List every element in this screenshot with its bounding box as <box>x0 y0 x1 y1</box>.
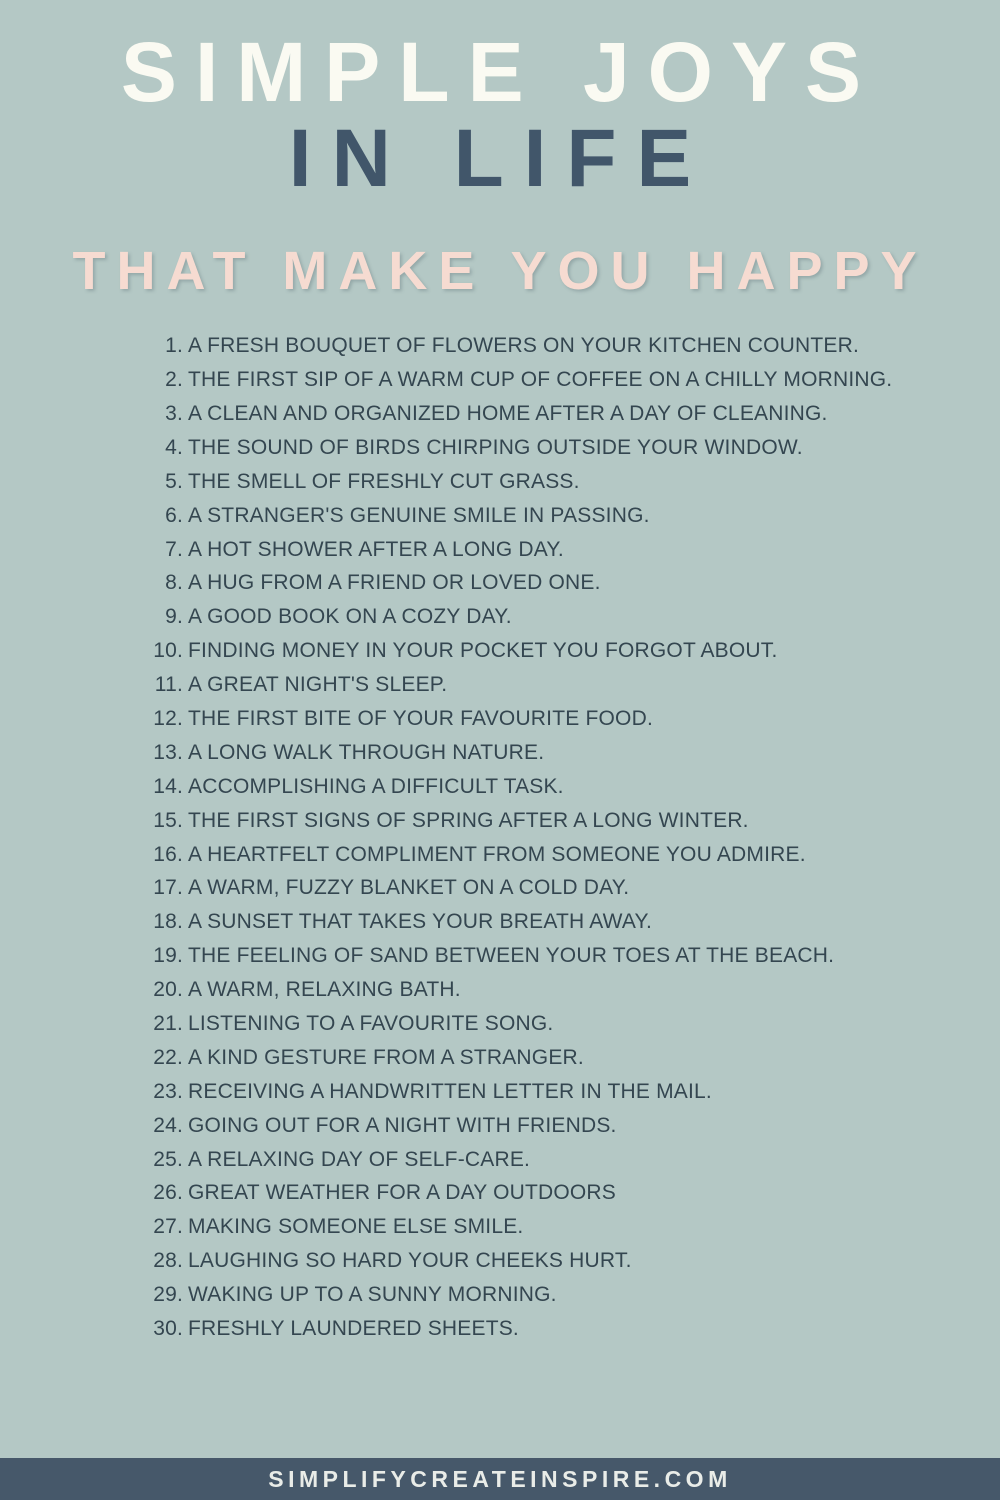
list-item <box>101 436 899 470</box>
list-item <box>101 1181 899 1215</box>
footer-website-text: SIMPLIFYCREATEINSPIRE.COM <box>268 1465 732 1492</box>
subtitle: THAT MAKE YOU HAPPY <box>72 241 928 302</box>
item-text: A GOOD BOOK ON A COZY DAY. <box>188 605 512 629</box>
item-number: 29. <box>153 1283 183 1307</box>
list-item <box>101 707 899 741</box>
item-number: 8. <box>165 571 183 595</box>
list-item <box>101 605 899 639</box>
item-text: FRESHLY LAUNDERED SHEETS. <box>188 1317 519 1341</box>
list-item <box>101 876 899 910</box>
list-item <box>101 1114 899 1148</box>
item-number: 24. <box>153 1113 183 1137</box>
list-item <box>101 1046 899 1080</box>
list-item <box>101 470 899 504</box>
item-text: A WARM, FUZZY BLANKET ON A COLD DAY. <box>188 876 630 900</box>
item-number: 28. <box>153 1249 183 1273</box>
list-item <box>101 1080 899 1114</box>
item-text: A SUNSET THAT TAKES YOUR BREATH AWAY. <box>188 910 653 934</box>
title-line-1: SIMPLE JOYS <box>120 25 880 119</box>
list-item <box>101 809 899 843</box>
item-number: 20. <box>153 978 183 1002</box>
item-number: 15. <box>153 808 183 832</box>
item-number: 30. <box>153 1317 183 1341</box>
item-number: 23. <box>153 1079 183 1103</box>
list-item <box>101 673 899 707</box>
item-number: 18. <box>153 910 183 934</box>
item-text: THE SMELL OF FRESHLY CUT GRASS. <box>188 469 580 493</box>
list-item <box>101 402 899 436</box>
list-item <box>101 978 899 1012</box>
item-number: 17. <box>153 876 183 900</box>
item-text: A LONG WALK THROUGH NATURE. <box>188 740 545 764</box>
item-text: GREAT WEATHER FOR A DAY OUTDOORS <box>188 1181 617 1205</box>
title-line-2: IN LIFE <box>288 113 712 205</box>
item-number: 7. <box>165 537 183 561</box>
item-text: LAUGHING SO HARD YOUR CHEEKS HURT. <box>188 1249 632 1273</box>
list-item <box>101 843 899 877</box>
item-number: 13. <box>153 740 183 764</box>
item-number: 3. <box>165 401 183 425</box>
item-number: 25. <box>153 1147 183 1171</box>
joys-list <box>0 334 899 1351</box>
item-number: 10. <box>153 639 183 663</box>
item-number: 6. <box>165 503 183 527</box>
item-text: THE FIRST SIP OF A WARM CUP OF COFFEE ON A CHILLY MORNING. <box>188 368 893 392</box>
item-number: 12. <box>153 706 183 730</box>
item-text: A FRESH BOUQUET OF FLOWERS ON YOUR KITCHEN COUNTER. <box>188 334 859 358</box>
item-text: A GREAT NIGHT'S SLEEP. <box>188 673 448 697</box>
item-text: A HEARTFELT COMPLIMENT FROM SOMEONE YOU ADMIRE. <box>188 842 806 866</box>
list-item <box>101 368 899 402</box>
list-item <box>101 1249 899 1283</box>
list-item <box>101 910 899 944</box>
item-text: THE FIRST BITE OF YOUR FAVOURITE FOOD. <box>188 706 653 730</box>
footer-bar <box>0 1458 1000 1500</box>
item-text: THE FIRST SIGNS OF SPRING AFTER A LONG WINTER. <box>188 808 749 832</box>
list-item <box>101 1012 899 1046</box>
item-text: A KIND GESTURE FROM A STRANGER. <box>188 1045 584 1069</box>
list-item <box>101 944 899 978</box>
header <box>0 0 1000 302</box>
item-text: A RELAXING DAY OF SELF-CARE. <box>188 1147 531 1171</box>
item-text: A CLEAN AND ORGANIZED HOME AFTER A DAY OF CLEANING. <box>188 401 828 425</box>
list-item <box>101 639 899 673</box>
item-number: 27. <box>153 1215 183 1239</box>
list-item <box>101 571 899 605</box>
list-item <box>101 741 899 775</box>
list-item <box>101 1283 899 1317</box>
item-number: 16. <box>153 842 183 866</box>
item-number: 5. <box>165 469 183 493</box>
item-number: 22. <box>153 1045 183 1069</box>
list-item <box>101 538 899 572</box>
item-number: 4. <box>165 435 183 459</box>
item-text: FINDING MONEY IN YOUR POCKET YOU FORGOT ABOUT. <box>188 639 778 663</box>
list-item <box>101 1215 899 1249</box>
item-text: WAKING UP TO A SUNNY MORNING. <box>188 1283 557 1307</box>
item-number: 11. <box>154 673 183 697</box>
item-text: THE FEELING OF SAND BETWEEN YOUR TOES AT THE BEACH. <box>188 944 835 968</box>
list-item <box>101 504 899 538</box>
list-item <box>101 1148 899 1182</box>
item-number: 2. <box>165 368 183 392</box>
list-item <box>101 1317 899 1351</box>
item-number: 1. <box>165 334 183 358</box>
item-text: ACCOMPLISHING A DIFFICULT TASK. <box>188 774 564 798</box>
item-text: LISTENING TO A FAVOURITE SONG. <box>188 1012 554 1035</box>
item-text: A HUG FROM A FRIEND OR LOVED ONE. <box>188 571 601 595</box>
list-item <box>101 775 899 809</box>
item-text: THE SOUND OF BIRDS CHIRPING OUTSIDE YOUR WINDOW. <box>188 435 803 459</box>
item-text: MAKING SOMEONE ELSE SMILE. <box>188 1215 524 1239</box>
list-item <box>101 334 899 368</box>
item-number: 21. <box>153 1012 183 1035</box>
item-number: 9. <box>165 605 183 629</box>
item-text: A STRANGER'S GENUINE SMILE IN PASSING. <box>188 503 650 527</box>
item-number: 14. <box>153 774 183 798</box>
item-number: 19. <box>153 944 183 968</box>
item-number: 26. <box>153 1181 183 1205</box>
item-text: A WARM, RELAXING BATH. <box>188 978 461 1002</box>
item-text: A HOT SHOWER AFTER A LONG DAY. <box>188 537 564 561</box>
item-text: RECEIVING A HANDWRITTEN LETTER IN THE MAIL. <box>188 1079 712 1103</box>
item-text: GOING OUT FOR A NIGHT WITH FRIENDS. <box>188 1113 617 1137</box>
